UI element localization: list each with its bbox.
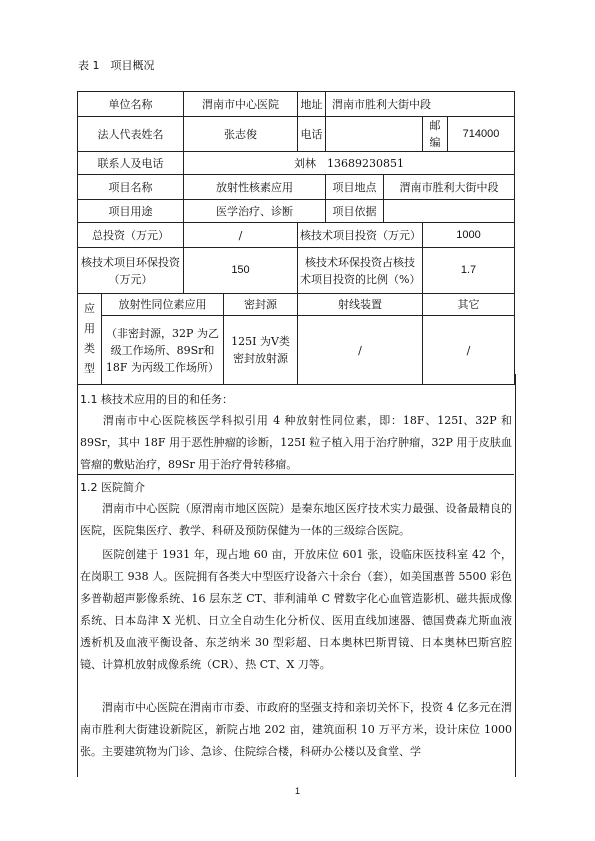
intro-paragraph-3 xyxy=(80,697,512,763)
contact-label: 联系人及电话 xyxy=(78,152,184,175)
isotope-value: （非密封源，32P 为乙级工作场所、89Sr和 18F 为丙级工作场所） xyxy=(102,316,224,385)
legal-rep-value: 张志俊 xyxy=(184,117,298,152)
phone-value xyxy=(326,117,423,152)
project-name-label: 项目名称 xyxy=(78,175,184,200)
unit-value: 渭南市中心医院 xyxy=(184,92,298,117)
col-sealed-header: 密封源 xyxy=(224,294,298,316)
nuclear-invest-value: 1000 xyxy=(423,223,515,248)
total-invest-value: / xyxy=(184,223,298,248)
project-basis-label: 项目依据 xyxy=(326,200,384,223)
app-type-label: 应用类型 xyxy=(78,294,102,385)
other-value: / xyxy=(423,316,515,385)
intro-paragraph-1 xyxy=(80,498,512,542)
contact-value: 刘林 13689230851 xyxy=(184,152,515,175)
unit-label: 单位名称 xyxy=(78,92,184,117)
ray-value: / xyxy=(298,316,423,385)
ratio-value: 1.7 xyxy=(423,248,515,294)
legal-rep-label: 法人代表姓名 xyxy=(78,117,184,152)
project-basis-value xyxy=(384,200,515,223)
total-invest-label: 总投资（万元） xyxy=(78,223,184,248)
project-site-label: 项目地点 xyxy=(326,175,384,200)
env-invest-value: 150 xyxy=(184,248,298,294)
project-use-value: 医学治疗、诊断 xyxy=(184,200,326,223)
page-number: 1 xyxy=(294,786,300,796)
intro-text-1: 渭南市中心医院（原渭南市地区医院）是秦东地区医疗技术实力最强、设备最精良的医院，医院集医疗、教学、科研及预防保健为一体的三级综合医院。 xyxy=(80,502,512,537)
nuclear-invest-label: 核技术项目投资（万元） xyxy=(298,223,423,248)
purpose-paragraph: 渭南市中心医院核医学科拟引用 4 种放射性同位素，即：18F、125I、32P 和 89Sr，其中 18F 用于恶性肿瘤的诊断，125I 粒子植入用于治疗肿瘤，32P 用于皮肤血管瘤的敷贴治疗，89Sr 用于治疗骨转移瘤。 xyxy=(80,414,512,471)
section-heading-intro: 1.2 医院简介 xyxy=(80,481,145,494)
intro-text-2: 医院创建于 1931 年，现占地 60 亩，开放床位 601 张，设临床医技科室 42 个，在岗职工 938 人。医院拥有各类大中型医疗设备六十余台（套），如美国惠普 5500 彩色多普勒超声影像系统、16 层东芝 CT、菲利浦单 C 臂数字化心血管造影机、磁共振成像系统、日本岛津 X 光机、日立全自动生化分析仪、医用直线加速器、德国费森尤斯血液透析机及血液平衡设备、东芝纳米 30 型彩超、日本奥林巴斯胃镜、日本奥林巴斯宫腔镜、计算机放射成像系统（CR）、热 CT、X 刀等。 xyxy=(80,548,512,671)
address-value: 渭南市胜利大街中段 xyxy=(326,92,515,117)
phone-label: 电话 xyxy=(298,117,326,152)
sealed-value: 125I 为Ⅴ类密封放射源 xyxy=(224,316,298,385)
col-ray-header: 射线装置 xyxy=(298,294,423,316)
postcode-value: 714000 xyxy=(448,117,515,152)
ratio-label: 核技术环保投资占核技术项目投资的比例（%） xyxy=(298,248,423,294)
table-caption: 表 1 项目概况 xyxy=(78,59,155,72)
section-heading-purpose: 1.1 核技术应用的目的和任务： xyxy=(80,393,233,406)
section-purpose-text xyxy=(80,410,512,476)
project-name-value: 放射性核素应用 xyxy=(184,175,326,200)
project-overview-table xyxy=(77,91,515,385)
intro-text-3: 渭南市中心医院在渭南市市委、市政府的坚强支持和亲切关怀下，投资 4 亿多元在渭南市胜利大街建设新院区，新院占地 202 亩，建筑面积 10 万平方米，设计床位 1000 张。主要建筑物为门诊、急诊、住院综合楼，科研办公楼以及食堂、学 xyxy=(80,701,512,758)
intro-paragraph-2 xyxy=(80,544,512,676)
postcode-label: 邮编 xyxy=(423,117,448,152)
project-site-value: 渭南市胜利大街中段 xyxy=(384,175,515,200)
env-invest-label: 核技术项目环保投资（万元） xyxy=(78,248,184,294)
col-isotope-header: 放射性同位素应用 xyxy=(102,294,224,316)
project-use-label: 项目用途 xyxy=(78,200,184,223)
col-other-header: 其它 xyxy=(423,294,515,316)
divider xyxy=(77,474,514,475)
address-label: 地址 xyxy=(298,92,326,117)
